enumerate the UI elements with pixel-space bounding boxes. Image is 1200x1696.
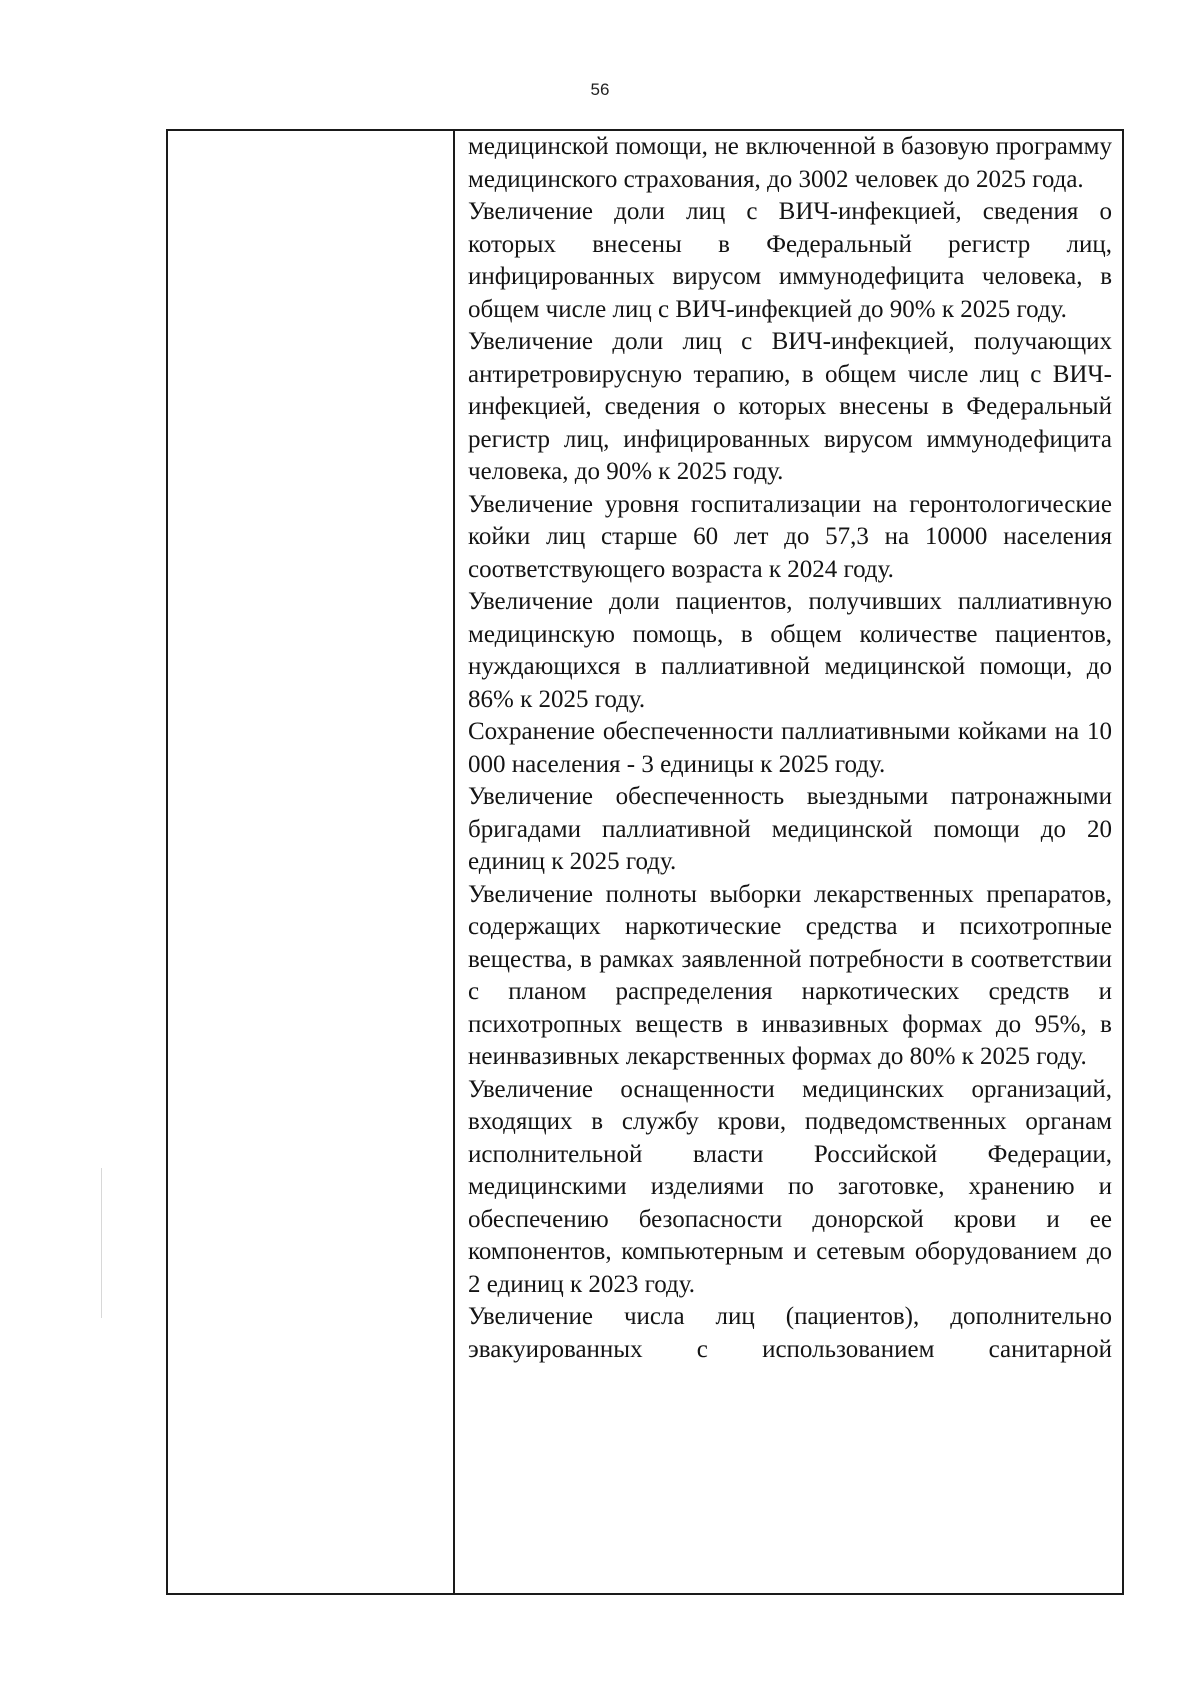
- text-paragraph: медицинской помощи, не включенной в базовую программу медицинского страхования, до 3002 человек до 2025 года.: [468, 133, 1112, 193]
- text-paragraph: Сохранение обеспеченности паллиативными койками на 10 000 населения - 3 единицы к 2025 году.: [468, 718, 1112, 778]
- text-paragraph: Увеличение обеспеченность выездными патронажными бригадами паллиативной медицинской помощи до 20 единиц к 2025 году.: [468, 783, 1112, 875]
- text-paragraph-truncated: Увеличение числа лиц (пациентов), дополнительно эвакуированных с использованием санитарной: [468, 1303, 1112, 1363]
- text-paragraph: Увеличение доли лиц с ВИЧ-инфекцией, получающих антиретровирусную терапию, в общем числе лиц с ВИЧ-инфекцией, сведения о которых внесены в Федеральный регистр лиц, инфицированных вирусом иммунодефицита человека, до 90% к 2025 году.: [468, 328, 1112, 485]
- text-paragraph: Увеличение полноты выборки лекарственных препаратов, содержащих наркотические средства и психотропные вещества, в рамках заявленной потребности в соответствии с планом распределения наркотических средств и психотропных веществ в инвазивных формах до 95%, в неинвазивных лекарственных формах до 80% к 2025 году.: [468, 880, 1112, 1070]
- page-number: 56: [590, 80, 610, 99]
- text-paragraph: Увеличение доли лиц с ВИЧ-инфекцией, сведения о которых внесены в Федеральный регистр лиц, инфицированных вирусом иммунодефицита человека, в общем числе лиц с ВИЧ-инфекцией до 90% к 2025 году.: [468, 198, 1112, 323]
- scan-artifact-line: [101, 1168, 102, 1318]
- table-right-cell: [455, 131, 1122, 1593]
- document-table: [166, 129, 1124, 1595]
- table-left-cell: [168, 131, 455, 1593]
- text-paragraph: Увеличение уровня госпитализации на геронтологические койки лиц старше 60 лет до 57,3 на 10000 населения соответствующего возраста к 2024 году.: [468, 490, 1112, 583]
- text-paragraph: Увеличение доли пациентов, получивших паллиативную медицинскую помощь, в общем количестве пациентов, нуждающихся в паллиативной медицинской помощи, до 86% к 2025 году.: [468, 588, 1112, 713]
- text-paragraph: Увеличение оснащенности медицинских организаций, входящих в службу крови, подведомственных органам исполнительной власти Российской Федерации, медицинскими изделиями по заготовке, хранению и обеспечению безопасности донорской крови и ее компонентов, компьютерным и сетевым оборудованием до 2 единиц к 2023 году.: [468, 1075, 1112, 1298]
